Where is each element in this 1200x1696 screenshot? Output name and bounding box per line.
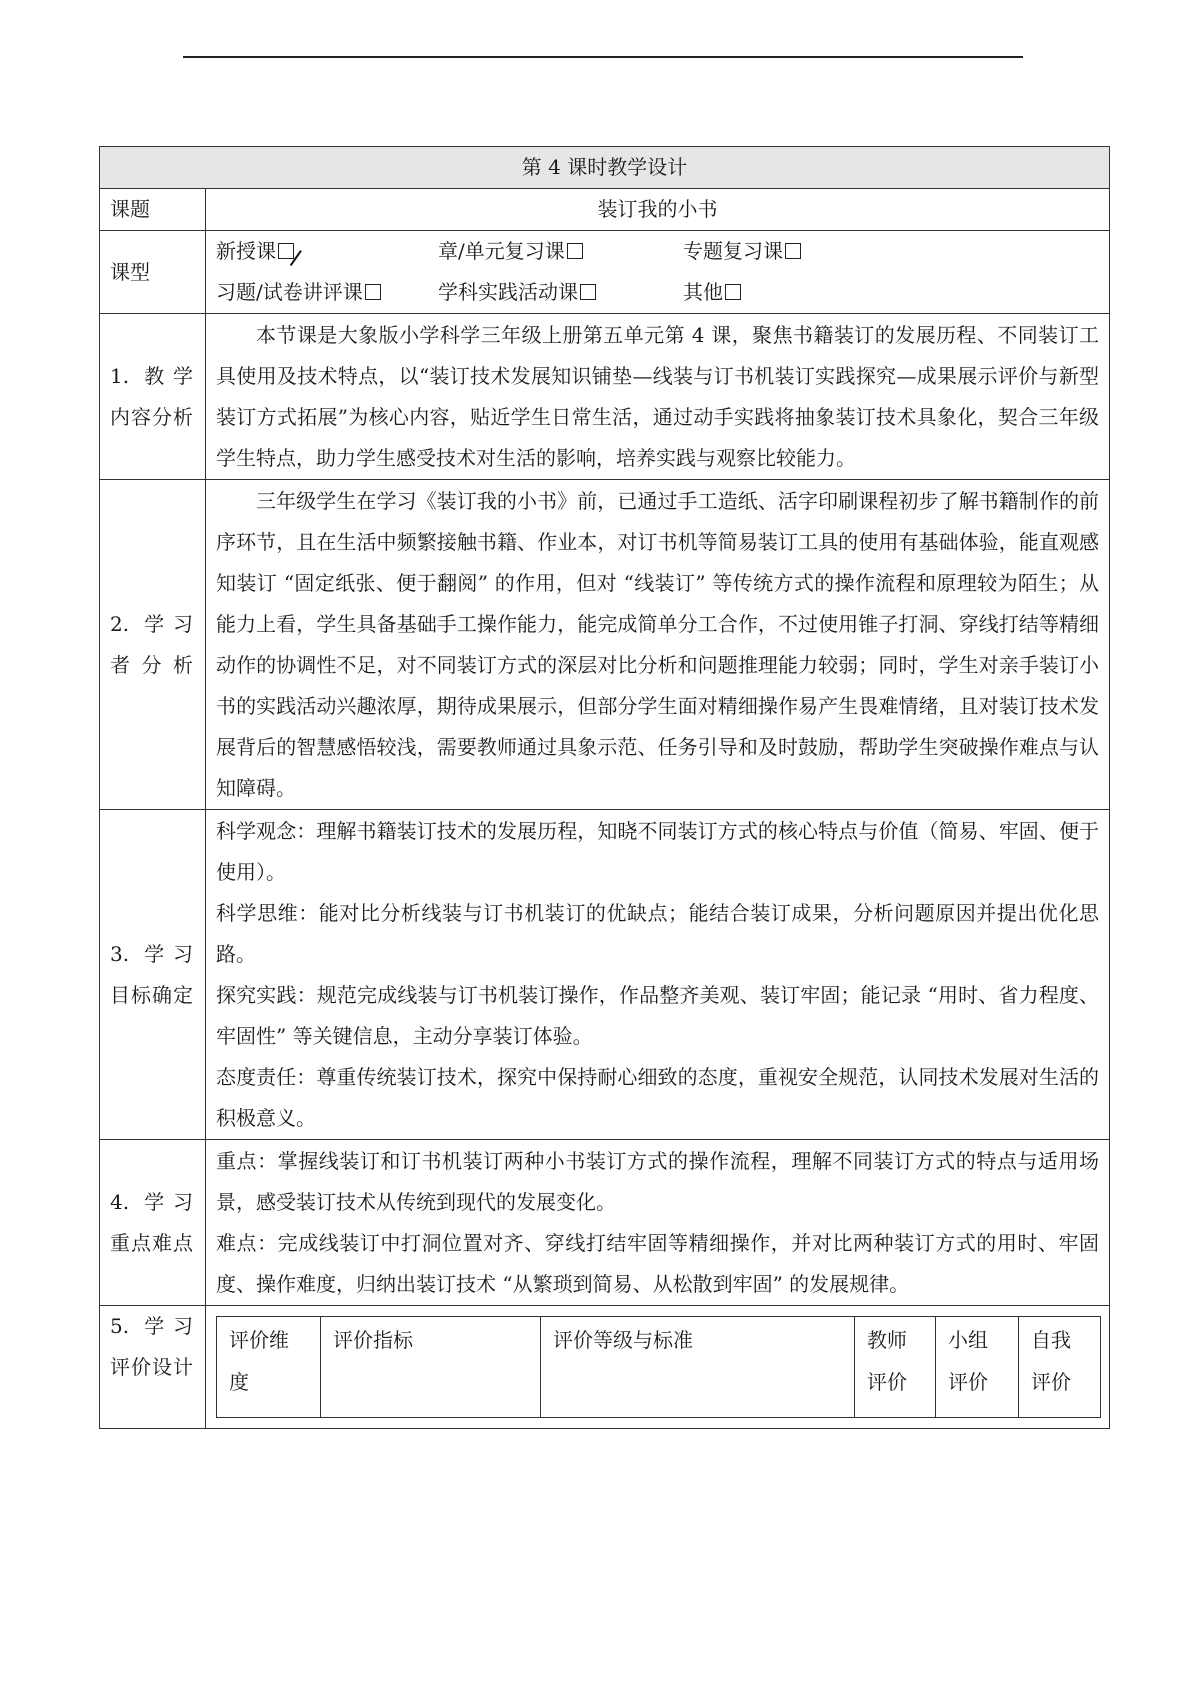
checkbox-icon[interactable] (580, 284, 596, 300)
objective-item: 科学思维：能对比分析线装与订书机装订的优缺点；能结合装订成果，分析问题原因并提出优化思路。 (216, 900, 1100, 966)
key-point-item: 难点：完成线装订中打洞位置对齐、穿线打结牢固等精细操作，并对比两种装订方式的用时、牢固度、操作难度，归纳出装订技术 “从繁琐到简易、从松散到牢固” 的发展规律。 (216, 1230, 1100, 1296)
checkbox-icon[interactable] (725, 284, 741, 300)
eval-header-indicator: 评价指标 (321, 1317, 541, 1418)
learner-analysis-text: 三年级学生在学习《装订我的小书》前，已通过手工造纸、活字印刷课程初步了解书籍制作的前序环节，且在生活中频繁接触书籍、作业本，对订书机等简易装订工具的使用有基础体验，能直观感知装订 “固定纸张、便于翻阅” 的作用，但对 “线装订” 等传统方式的操作流程和原理较为陌生；从能力上看，学生具备基础手工操作能力，能完成简单分工合作，不过使用锥子打洞、穿线打结等精细动作的协调性不足，对不同装订方式的深层对比分析和问题推理能力较弱；同时，学生对亲手装订小书的实践活动兴趣浓厚，期待成果展示，但部分学生面对精细操作易产生畏难情绪，且对装订技术发展背后的智慧感悟较浅，需要教师通过具象示范、任务引导和及时鼓励，帮助学生突破操作难点与认知障碍。 (206, 480, 1110, 810)
checkbox-icon[interactable] (567, 243, 583, 259)
eval-header-teacher: 教师评价 (855, 1317, 936, 1418)
checkbox-icon[interactable] (365, 284, 381, 300)
option-label: 专题复习课 (683, 239, 783, 263)
content-analysis-label: 1. 教学内容分析 (100, 314, 206, 480)
table-title: 第 4 课时教学设计 (100, 147, 1110, 189)
eval-header-standard: 评价等级与标准 (541, 1317, 855, 1418)
lesson-type-option[interactable] (683, 231, 903, 272)
eval-header-dimension: 评价维度 (217, 1317, 321, 1418)
header-rule (183, 56, 1023, 58)
option-label: 学科实践活动课 (438, 280, 578, 304)
eval-header-self: 自我评价 (1019, 1317, 1101, 1418)
key-point-item: 重点：掌握线装订和订书机装订两种小书装订方式的操作流程，理解不同装订方式的特点与适用场景，感受装订技术从传统到现代的发展变化。 (216, 1148, 1100, 1214)
checkbox-checked-icon[interactable] (278, 243, 294, 259)
lesson-type-option[interactable] (216, 231, 438, 272)
option-label: 新授课 (216, 239, 276, 263)
key-points-list (206, 1140, 1110, 1306)
lesson-type-label: 课型 (100, 231, 206, 314)
option-label: 其他 (683, 280, 723, 304)
lesson-type-option[interactable] (438, 231, 683, 272)
objective-item: 态度责任：尊重传统装订技术，探究中保持耐心细致的态度，重视安全规范，认同技术发展对生活的积极意义。 (216, 1064, 1100, 1130)
evaluation-table (216, 1316, 1101, 1418)
evaluation-cell (206, 1306, 1110, 1429)
lesson-type-option[interactable] (216, 272, 438, 313)
objective-item: 探究实践：规范完成线装与订书机装订操作，作品整齐美观、装订牢固；能记录 “用时、省力程度、牢固性” 等关键信息，主动分享装订体验。 (216, 982, 1100, 1048)
objectives-list (206, 810, 1110, 1140)
option-label: 习题/试卷讲评课 (216, 280, 363, 304)
evaluation-label: 5. 学习评价设计 (100, 1306, 206, 1429)
topic-label: 课题 (100, 189, 206, 231)
objective-item: 科学观念：理解书籍装订技术的发展历程，知晓不同装订方式的核心特点与价值（简易、牢固、便于使用）。 (216, 818, 1100, 884)
lesson-plan-table (99, 146, 1110, 1429)
content-analysis-text: 本节课是大象版小学科学三年级上册第五单元第 4 课，聚焦书籍装订的发展历程、不同装订工具使用及技术特点，以“装订技术发展知识铺垫—线装与订书机装订实践探究—成果展示评价与新型装订方式拓展”为核心内容，贴近学生日常生活，通过动手实践将抽象装订技术具象化，契合三年级学生特点，助力学生感受技术对生活的影响，培养实践与观察比较能力。 (206, 314, 1110, 480)
checkbox-icon[interactable] (785, 243, 801, 259)
learner-analysis-label: 2. 学习者分析 (100, 480, 206, 810)
lesson-type-option[interactable] (438, 272, 683, 313)
topic-value: 装订我的小书 (206, 189, 1110, 231)
lesson-type-options (206, 231, 1110, 314)
objectives-label: 3. 学习目标确定 (100, 810, 206, 1140)
eval-header-group: 小组评价 (936, 1317, 1019, 1418)
lesson-type-option[interactable] (683, 272, 903, 313)
key-points-label: 4. 学习重点难点 (100, 1140, 206, 1306)
option-label: 章/单元复习课 (438, 239, 565, 263)
